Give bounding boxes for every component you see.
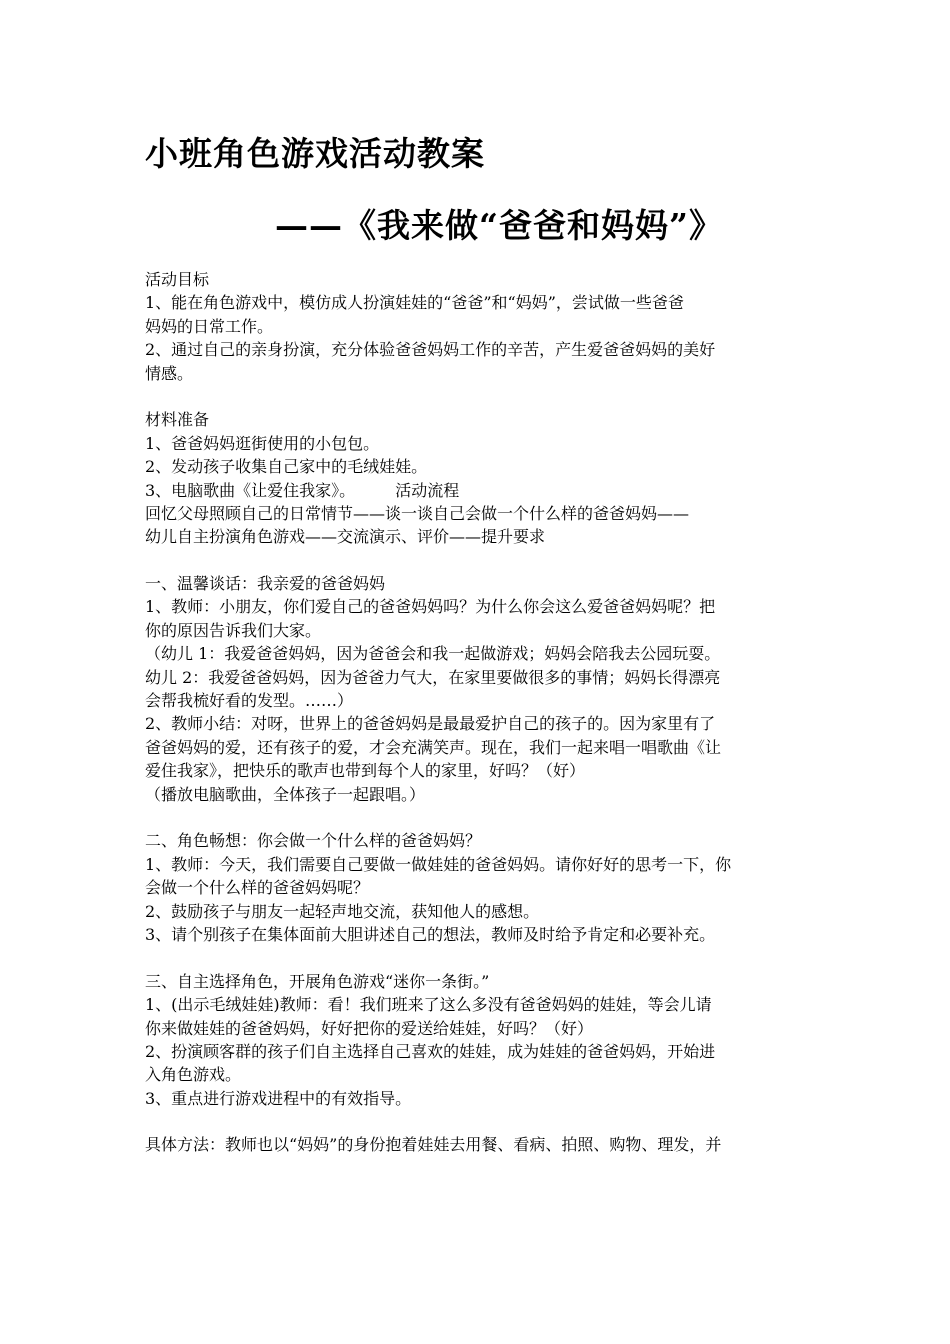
section-2-line: 会做一个什么样的爸爸妈妈呢？ (145, 878, 370, 898)
paragraph-gap (145, 806, 810, 829)
section-2-heading: 二、角色畅想：你会做一个什么样的爸爸妈妈？ (145, 831, 482, 851)
material-item-3-row (145, 479, 810, 502)
paragraph-gap (145, 385, 810, 408)
flow-heading: 活动流程 (395, 480, 460, 500)
goals-heading: 活动目标 (145, 270, 210, 289)
method-line: 具体方法：教师也以“妈妈”的身份抱着娃娃去用餐、看病、拍照、购物、理发，并 (145, 1135, 722, 1155)
section-1-line: 1、教师：小朋友，你们爱自己的爸爸妈妈吗？为什么你会这么爱爸爸妈妈呢？把 (145, 597, 716, 617)
material-item-1: 1、爸爸妈妈逛街使用的小包包。 (145, 433, 380, 453)
section-2-line: 3、请个别孩子在集体面前大胆讲述自己的想法，教师及时给予肯定和必要补充。 (145, 924, 716, 944)
document-body (145, 268, 810, 1157)
section-2-line: 1、教师：今天，我们需要自己要做一做娃娃的爸爸妈妈。请你好好的思考一下，你 (145, 854, 732, 874)
section-3-heading: 三、自主选择角色，开展角色游戏“迷你一条街。” (145, 971, 490, 991)
material-item-2: 2、发动孩子收集自己家中的毛绒娃娃。 (145, 457, 428, 477)
document-title: 小班角色游戏活动教案 (145, 134, 485, 173)
goal-item-1-line-2: 妈妈的日常工作。 (145, 316, 274, 336)
goal-item-1-line-1: 1、能在角色游戏中，模仿成人扮演娃娃的“爸爸”和“妈妈”，尝试做一些爸爸 (145, 293, 684, 313)
section-1-line: （幼儿 1：我爱爸爸妈妈，因为爸爸会和我一起做游戏；妈妈会陪我去公园玩耍。 (145, 644, 721, 664)
paragraph-gap (145, 946, 810, 969)
section-1-line: 会帮我梳好看的发型。……） (145, 691, 354, 711)
paragraph-gap (145, 549, 810, 572)
section-3-line: 3、重点进行游戏进程中的有效指导。 (145, 1088, 412, 1108)
section-2-line: 2、鼓励孩子与朋友一起轻声地交流，获知他人的感想。 (145, 901, 540, 921)
goal-item-2-line-1: 2、通过自己的亲身扮演，充分体验爸爸妈妈工作的辛苦，产生爱爸爸妈妈的美好 (145, 340, 716, 360)
flow-line-1: 回忆父母照顾自己的日常情节——谈一谈自己会做一个什么样的爸爸妈妈—— (145, 503, 690, 523)
goal-item-2-line-2: 情感。 (145, 363, 194, 383)
section-3-line: 入角色游戏。 (145, 1065, 242, 1085)
section-1-heading: 一、温馨谈话：我亲爱的爸爸妈妈 (145, 574, 386, 594)
material-item-3: 3、电脑歌曲《让爱住我家》。 (145, 480, 356, 500)
section-3-line: 1、(出示毛绒娃娃)教师：看！我们班来了这么多没有爸爸妈妈的娃娃，等会儿请 (145, 995, 712, 1015)
section-1-line: 2、教师小结：对呀，世界上的爸爸妈妈是最最爱护自己的孩子的。因为家里有了 (145, 714, 716, 734)
paragraph-gap (145, 1110, 810, 1133)
section-1-line: （播放电脑歌曲，全体孩子一起跟唱。） (145, 784, 426, 804)
section-1-line: 你的原因告诉我们大家。 (145, 620, 322, 640)
materials-heading: 材料准备 (145, 410, 210, 430)
document-subtitle: ——《我来做“爸爸和妈妈”》 (275, 206, 723, 245)
section-1-line: 爱住我家》，把快乐的歌声也带到每个人的家里，好吗？（好） (145, 761, 586, 781)
section-1-line: 爸爸妈妈的爱，还有孩子的爱，才会充满笑声。现在，我们一起来唱一唱歌曲《让 (145, 737, 722, 757)
section-3-line: 2、扮演顾客群的孩子们自主选择自己喜欢的娃娃，成为娃娃的爸爸妈妈，开始进 (145, 1041, 716, 1061)
section-3-line: 你来做娃娃的爸爸妈妈，好好把你的爱送给娃娃，好吗？（好） (145, 1018, 594, 1038)
flow-line-2: 幼儿自主扮演角色游戏——交流演示、评价——提升要求 (145, 527, 546, 547)
section-1-line: 幼儿 2：我爱爸爸妈妈，因为爸爸力气大，在家里要做很多的事情；妈妈长得漂亮 (145, 667, 721, 687)
